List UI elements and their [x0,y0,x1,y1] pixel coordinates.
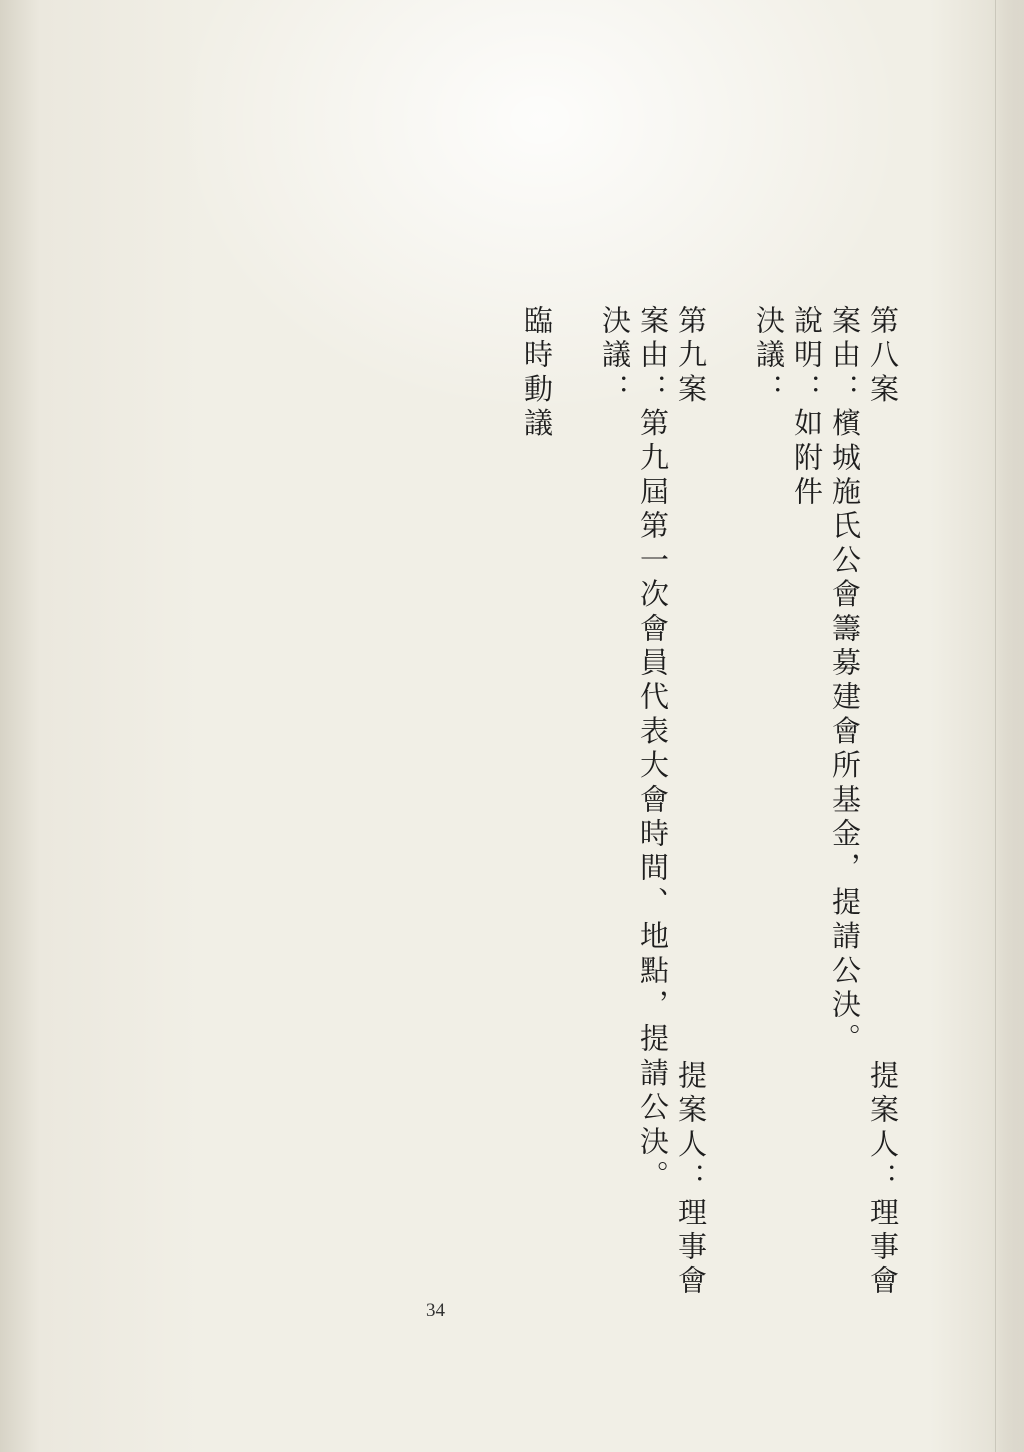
case-9-proposer: 提案人：理事會 [674,1060,708,1300]
page-number: 34 [426,1300,445,1321]
heading-case-9: 第九案 [674,305,708,408]
heading-case-8: 第八案 [866,305,900,408]
page-edge [995,0,1024,1452]
case-8-proposer: 提案人：理事會 [866,1060,900,1300]
case-8-explanation: 說明：如附件 [790,305,824,511]
heading-extraordinary-motion: 臨時動議 [520,305,554,442]
case-9-subject: 案由：第九屆第一次會員代表大會時間、地點，提請公決。 [636,305,670,1195]
case-9-resolution: 決議： [598,305,632,408]
case-8-resolution: 決議： [752,305,786,408]
case-8-subject: 案由：檳城施氏公會籌募建會所基金，提請公決。 [828,305,862,1058]
